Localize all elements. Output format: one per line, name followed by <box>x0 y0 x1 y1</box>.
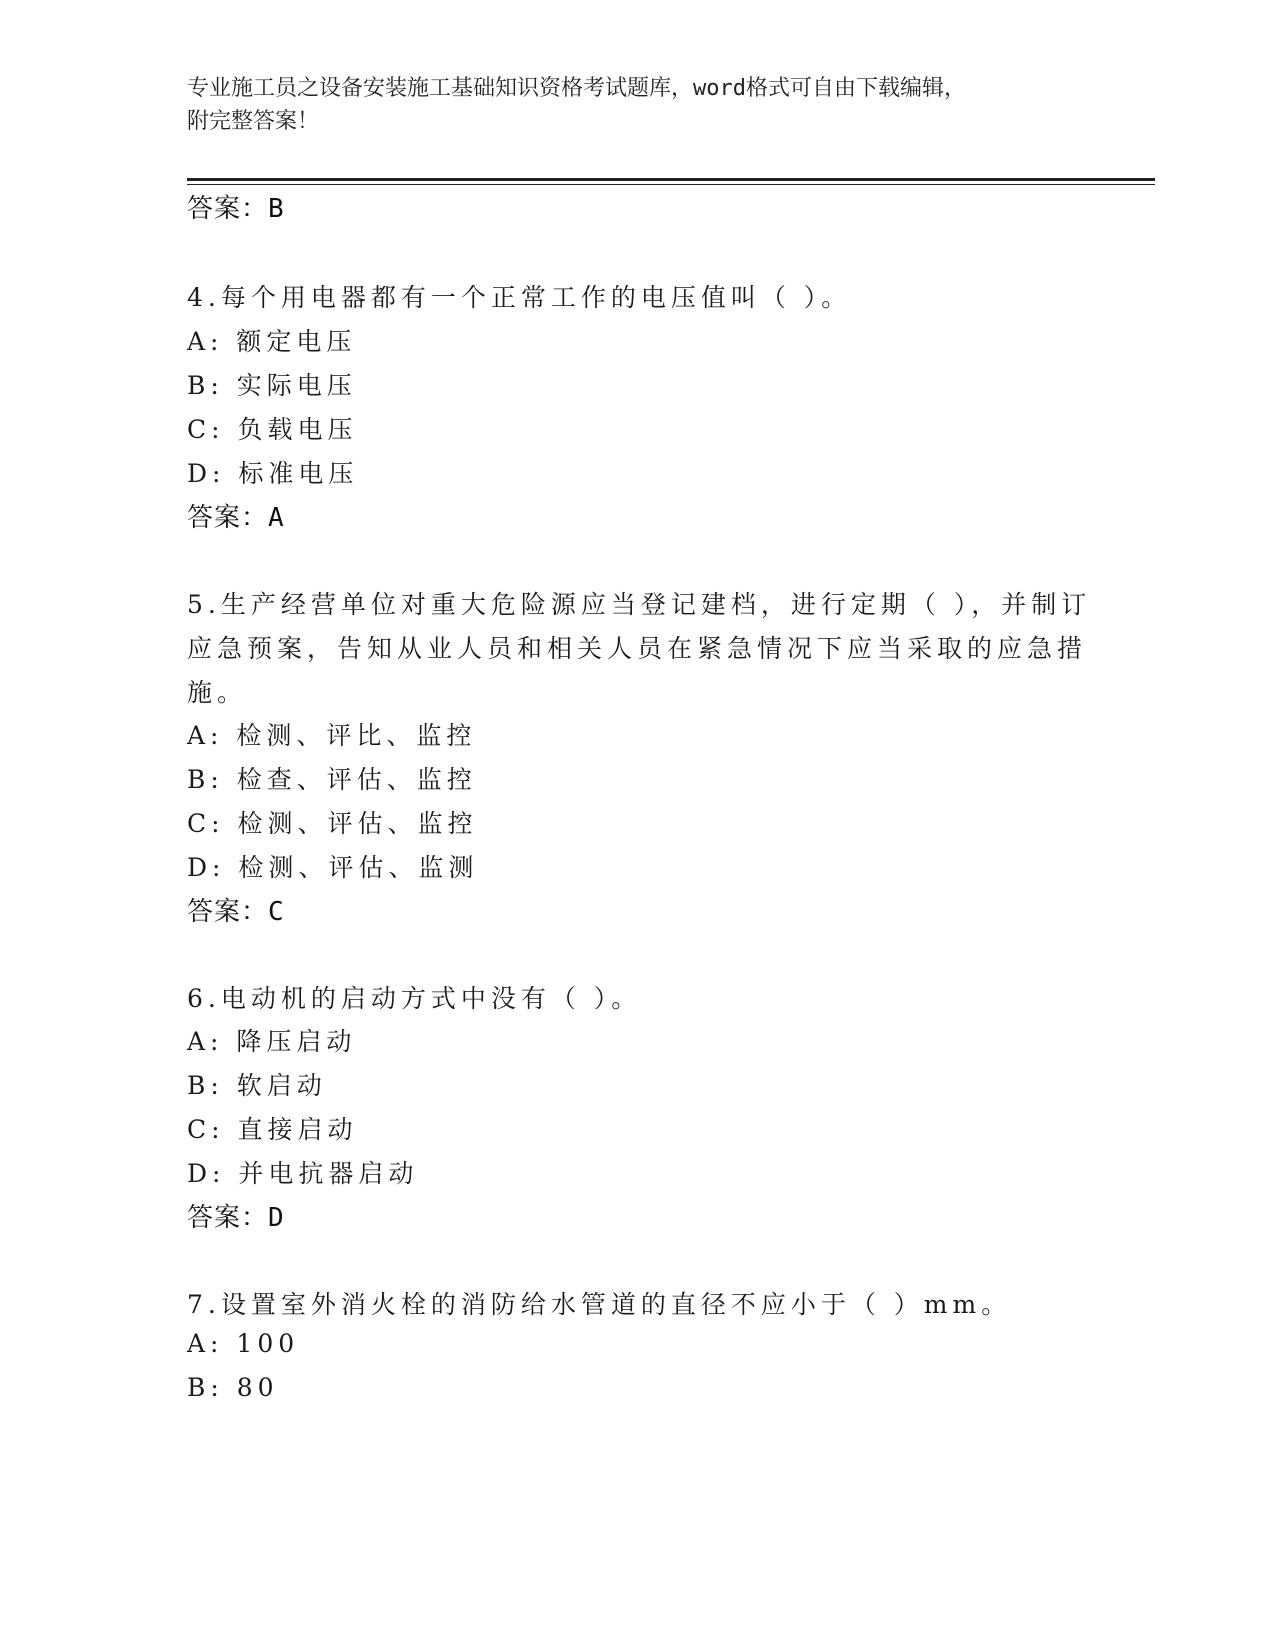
question-stem-line-2: 应急预案，告知从业人员和相关人员在紧急情况下应当采取的应急措 <box>187 634 1088 663</box>
header-line-1: 专业施工员之设备安装施工基础知识资格考试题库，word格式可自由下载编辑， <box>187 76 966 101</box>
question-stem-line-3: 施。 <box>187 678 248 707</box>
option-d: D: 标准电压 <box>187 459 359 488</box>
question-stem-line-1: 5.生产经营单位对重大危险源应当登记建档，进行定期（ ），并制订 <box>187 590 1092 619</box>
option-b: B: 软启动 <box>187 1071 327 1100</box>
option-c: C: 负载电压 <box>187 415 358 444</box>
question-stem: 7.设置室外消火栓的消防给水管道的直径不应小于（ ）mm。 <box>187 1290 1012 1319</box>
option-c: C: 直接启动 <box>187 1115 358 1144</box>
option-c: C: 检测、评估、监控 <box>187 809 478 838</box>
header-divider <box>187 178 1155 181</box>
option-a: A: 检测、评比、监控 <box>187 721 477 750</box>
document-header <box>187 72 1067 138</box>
answer-q3: 答案：B <box>187 194 285 224</box>
option-b: B: 80 <box>187 1373 279 1402</box>
option-a: A: 额定电压 <box>187 327 357 356</box>
header-line-2: 附完整答案！ <box>187 109 320 134</box>
option-b: B: 检查、评估、监控 <box>187 765 477 794</box>
question-stem: 4.每个用电器都有一个正常工作的电压值叫（ ）。 <box>187 283 852 312</box>
option-d: D: 并电抗器启动 <box>187 1159 419 1188</box>
answer-q5: 答案：C <box>187 897 285 927</box>
option-b: B: 实际电压 <box>187 371 357 400</box>
question-stem: 6.电动机的启动方式中没有（ ）。 <box>187 984 642 1013</box>
option-a: A: 100 <box>187 1329 300 1358</box>
option-d: D: 检测、评估、监测 <box>187 853 479 882</box>
option-a: A: 降压启动 <box>187 1027 357 1056</box>
answer-q4: 答案：A <box>187 503 285 533</box>
header-divider-thin <box>187 184 1155 185</box>
answer-q6: 答案：D <box>187 1203 285 1233</box>
